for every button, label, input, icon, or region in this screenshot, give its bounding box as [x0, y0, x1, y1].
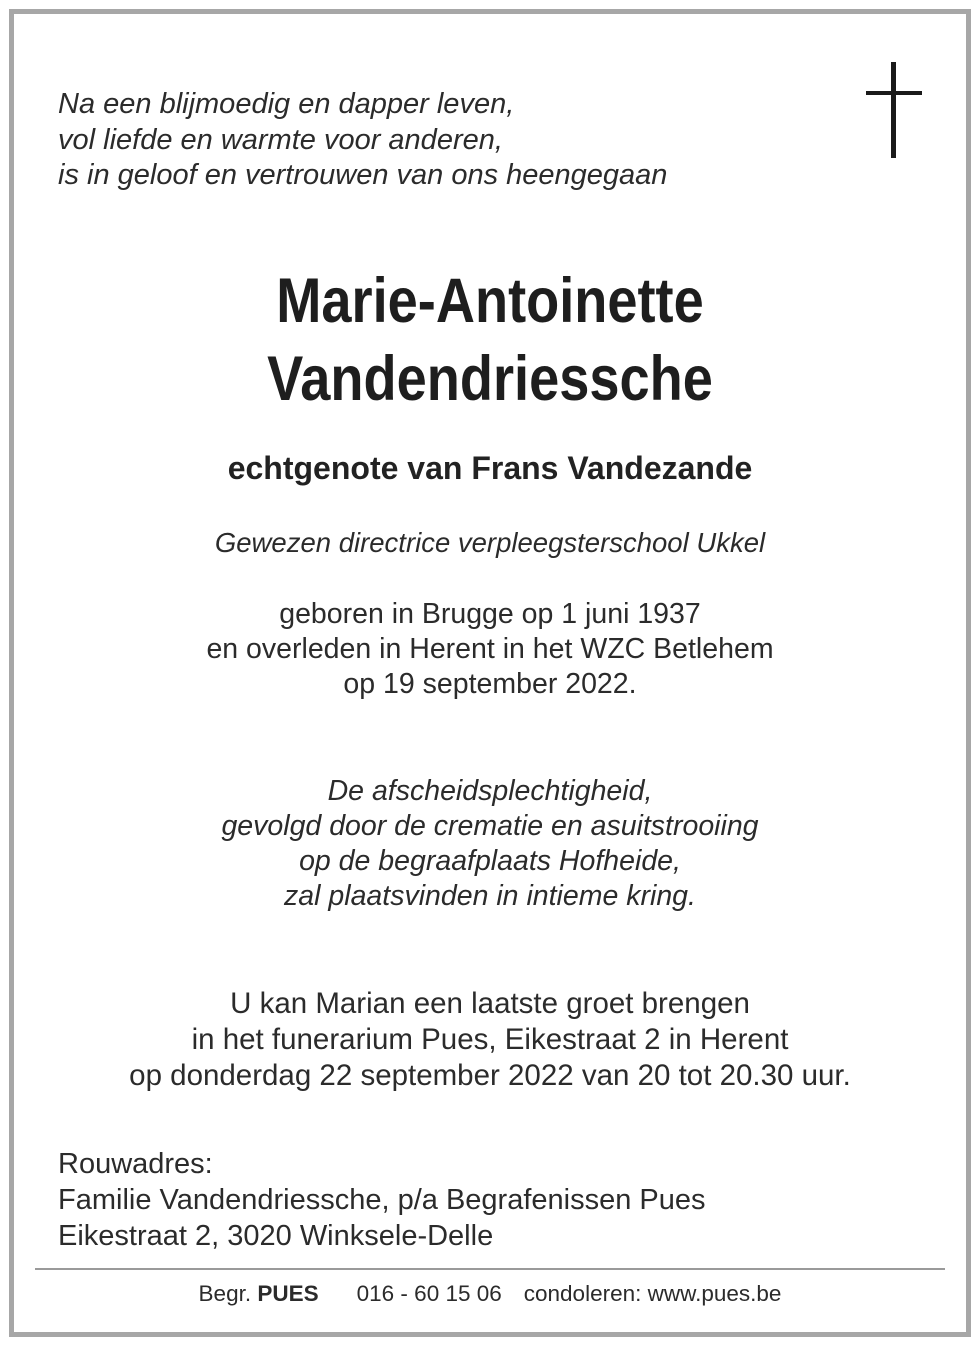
role-line: Gewezen directrice verpleegsterschool Ukkel — [214, 527, 766, 558]
intro-line: is in geloof en vertrouwen van ons heengegaan — [58, 159, 668, 191]
cross-icon-horizontal-bar — [866, 91, 922, 95]
deceased-name — [69, 262, 912, 418]
footer-divider — [35, 1268, 945, 1270]
deceased-first-name: Marie-Antoinette — [276, 266, 704, 336]
address-heading: Rouwadres: — [58, 1148, 213, 1180]
dates-line: geboren in Brugge op 1 juni 1937 — [279, 598, 701, 630]
intro-line: vol liefde en warmte voor anderen, — [58, 123, 503, 156]
ceremony-line: op de begraafplaats Hofheide, — [299, 845, 681, 877]
address-line: Eikestraat 2, 3020 Winksele-Delle — [58, 1220, 494, 1252]
ceremony-line: gevolgd door de crematie en asuitstrooiing — [221, 810, 759, 842]
visit-line: U kan Marian een laatste groet brengen — [230, 987, 750, 1020]
ceremony-info — [0, 774, 980, 914]
footer-phone: 016 - 60 15 06 — [356, 1281, 502, 1306]
spouse-line: echtgenote van Frans Vandezande — [227, 450, 753, 486]
mourning-address — [58, 1146, 706, 1254]
footer-prefix: Begr. — [198, 1281, 252, 1306]
deceased-last-name: Vandendriessche — [267, 344, 713, 414]
ceremony-line: De afscheidsplechtigheid, — [327, 775, 653, 807]
funeral-home-brand: PUES — [257, 1281, 319, 1306]
intro-verse — [58, 87, 667, 194]
ceremony-line: zal plaatsvinden in intieme kring. — [284, 880, 696, 912]
birth-death-dates — [0, 597, 980, 702]
visitation-info — [0, 986, 980, 1094]
dates-line: en overleden in Herent in het WZC Betlehem — [206, 633, 774, 665]
visit-line: in het funerarium Pues, Eikestraat 2 in Herent — [191, 1023, 789, 1056]
cross-icon-vertical-bar — [891, 62, 896, 158]
footer — [0, 1279, 980, 1309]
intro-line: Na een blijmoedig en dapper leven, — [58, 88, 515, 120]
dates-line: op 19 september 2022. — [343, 668, 637, 700]
visit-line: op donderdag 22 september 2022 van 20 tot 20.30 uur. — [129, 1059, 851, 1092]
address-line: Familie Vandendriessche, p/a Begrafenissen Pues — [58, 1184, 706, 1216]
footer-condolences: condoleren: www.pues.be — [523, 1281, 782, 1306]
cross-icon — [866, 62, 922, 158]
